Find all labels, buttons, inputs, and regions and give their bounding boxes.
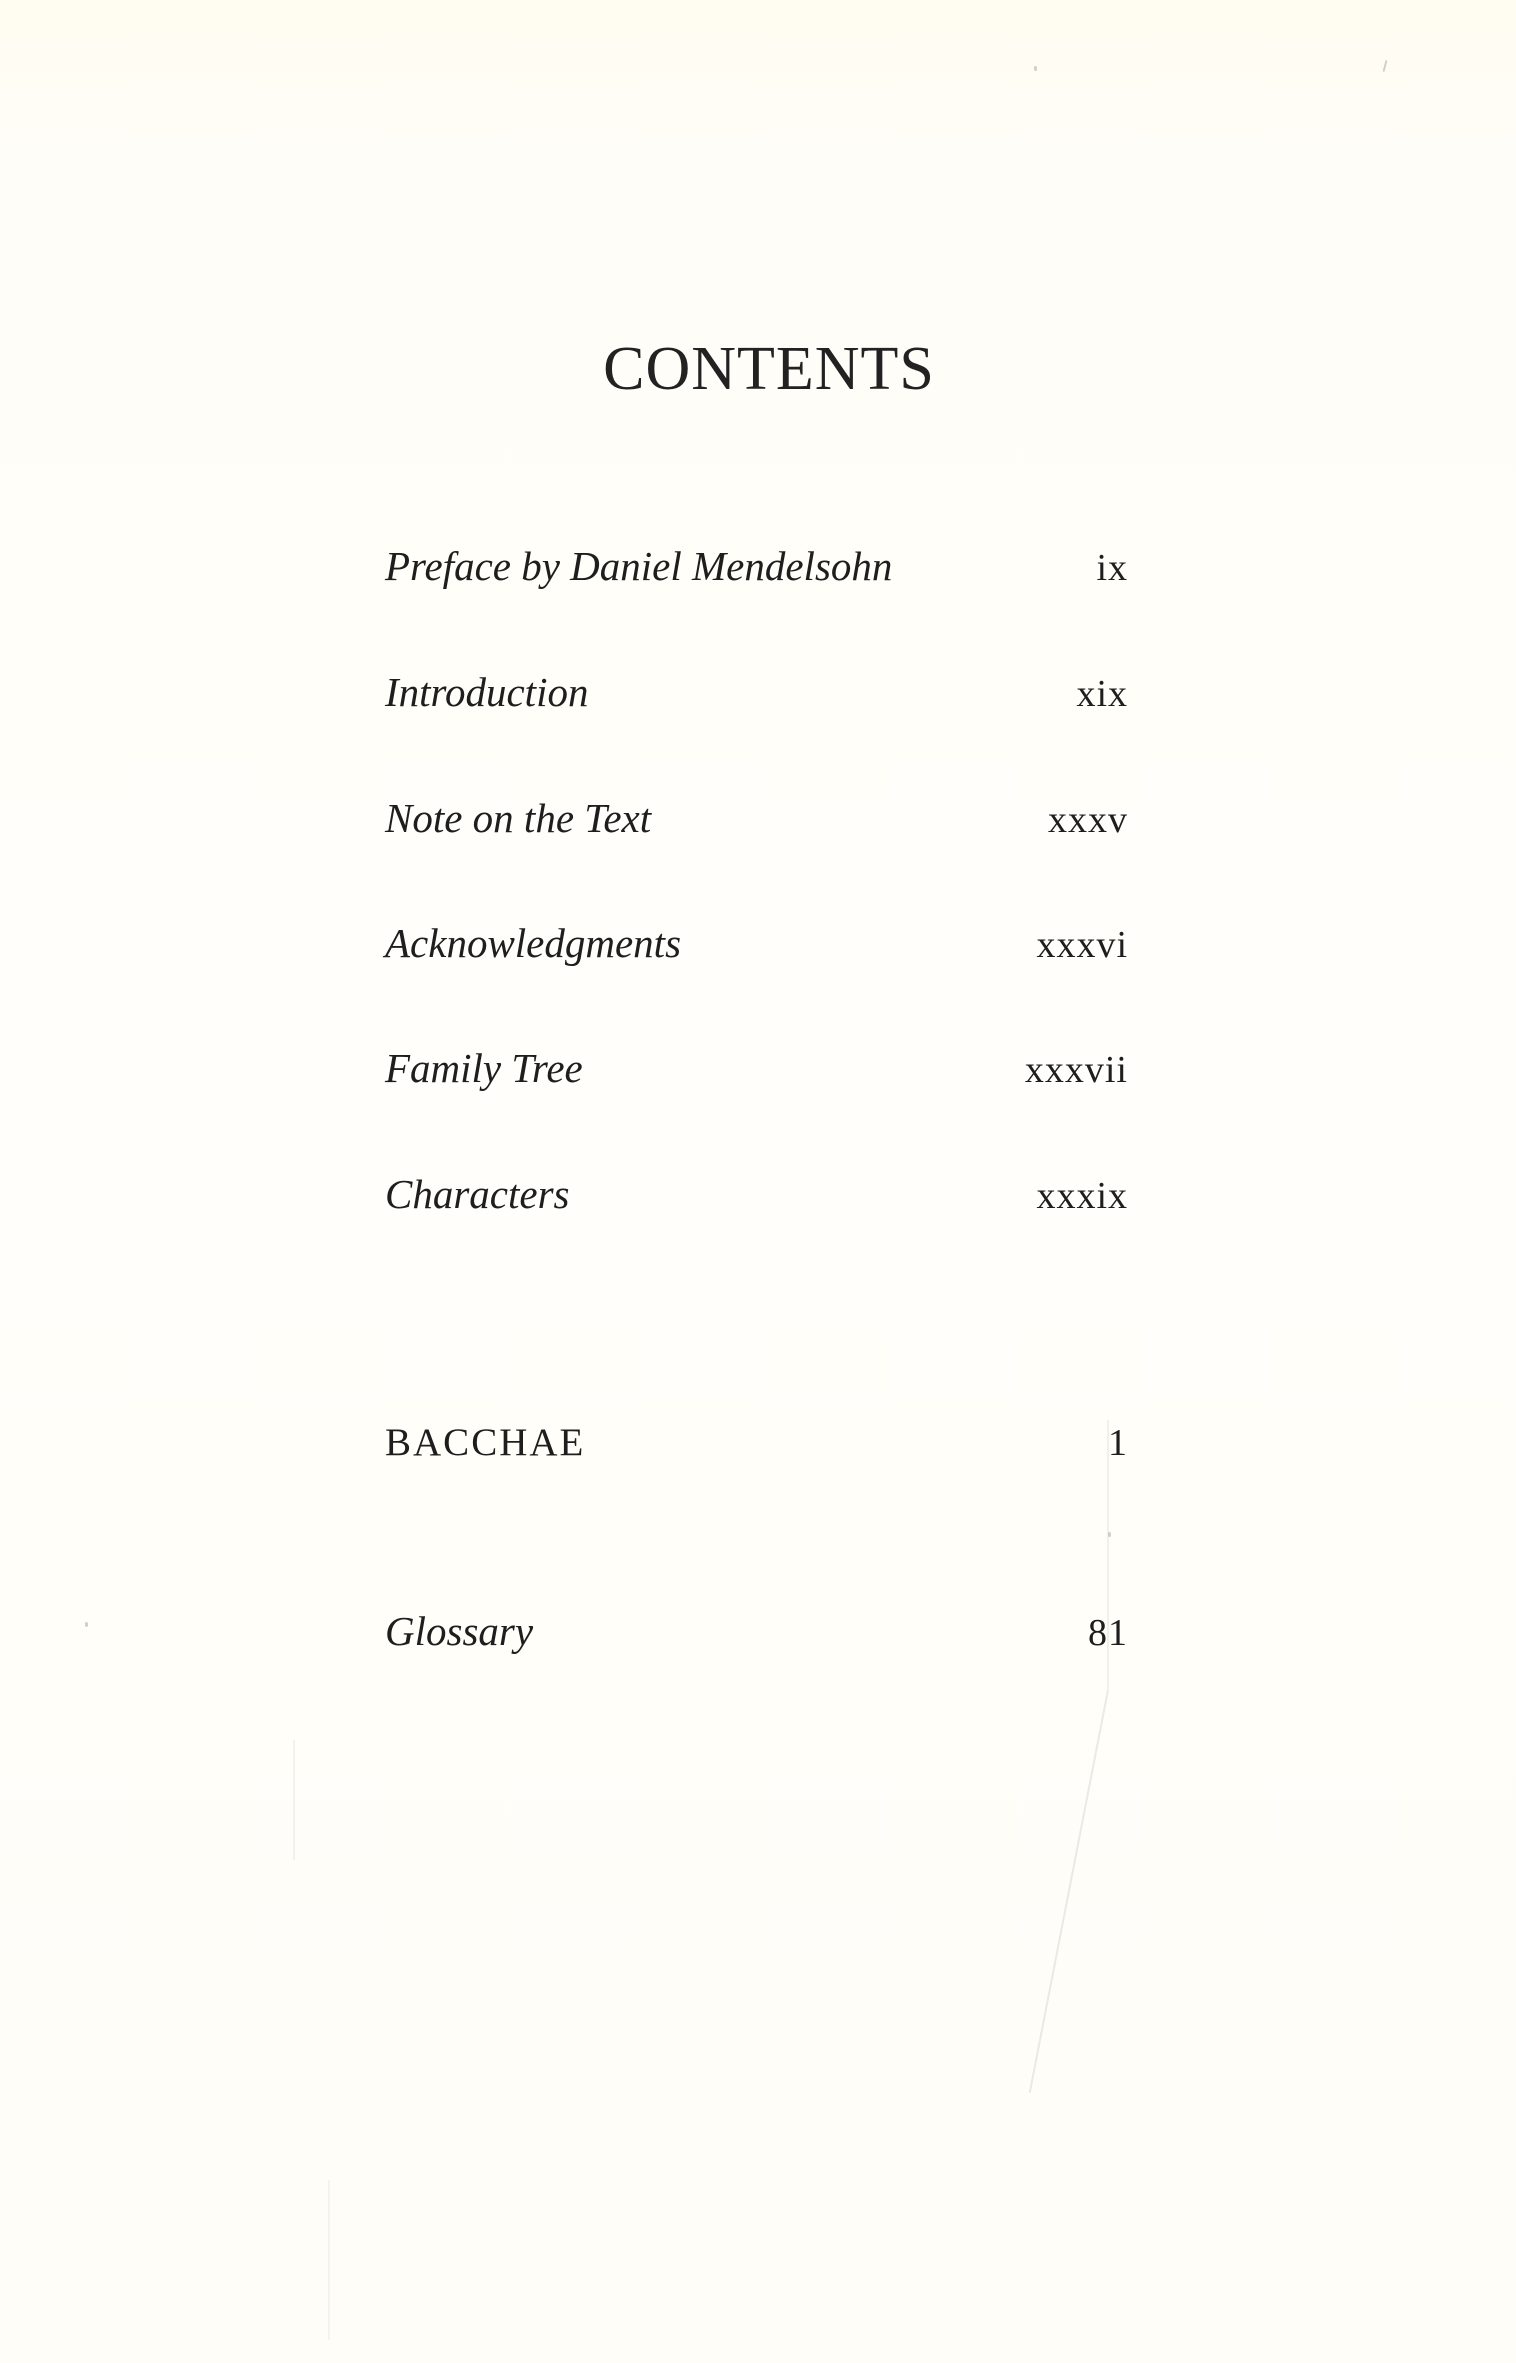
toc-entry-label: Introduction [385, 669, 589, 715]
toc-entry-page-number: 1 [1108, 1422, 1128, 1464]
toc-entry-acknowledgments [385, 918, 1128, 968]
toc-entry-label: Note on the Text [385, 795, 652, 841]
toc-entry-page-number: xxxvi [1036, 924, 1128, 966]
toc-entry-page-number: 81 [1088, 1612, 1128, 1654]
toc-entry-label: BACCHAE [385, 1421, 586, 1464]
paper-crease [328, 2180, 330, 2340]
toc-entry-page-number: xxxv [1048, 799, 1128, 841]
toc-entry-introduction [385, 667, 1128, 717]
toc-entry-bacchae [385, 1418, 1128, 1468]
toc-entry-page-number: xxxix [1036, 1175, 1128, 1217]
toc-entry-label: Glossary [385, 1608, 534, 1654]
paper-crease [293, 1740, 295, 1860]
toc-entry-label: Characters [385, 1171, 570, 1217]
toc-entry-page-number: xix [1076, 673, 1128, 715]
toc-entry-glossary [385, 1606, 1128, 1656]
toc-entry-family-tree [385, 1043, 1128, 1093]
toc-entry-note-on-text [385, 793, 1128, 843]
toc-entry-page-number: ix [1096, 547, 1128, 589]
paper-speck [1108, 1532, 1111, 1537]
paper-speck [1034, 66, 1037, 71]
paper-speck [85, 1622, 88, 1627]
page-title: CONTENTS [603, 335, 935, 403]
toc-entry-label: Acknowledgments [385, 920, 682, 966]
toc-entry-preface [385, 541, 1128, 591]
paper-crease [1107, 1420, 1109, 1690]
paper-speck [1382, 60, 1387, 72]
toc-entry-label: Family Tree [385, 1045, 583, 1091]
paper-crease [1029, 1690, 1109, 2093]
toc-entry-label: Preface by Daniel Mendelsohn [385, 543, 893, 589]
toc-entry-page-number: xxxvii [1024, 1049, 1128, 1091]
toc-entry-characters [385, 1169, 1128, 1219]
